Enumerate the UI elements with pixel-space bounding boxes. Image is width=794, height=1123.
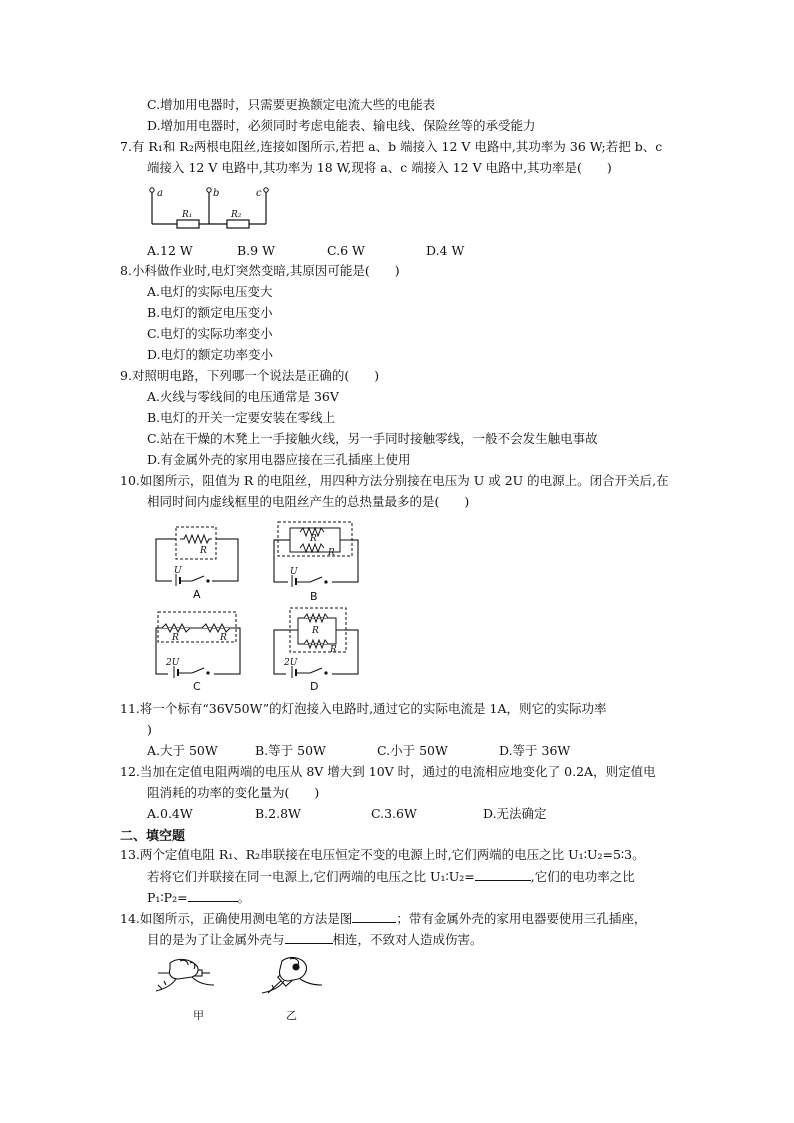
q7-r2-label: R₂ [231,210,242,220]
q14-figure-yi-hand-tester [256,955,326,999]
q14-figure-label-jia: 甲 [193,1009,204,1022]
q10-label-d: D [310,680,319,693]
q13-line2-text-a: 若将它们并联接在同一电源上,它们两端的电压之比 U₁∶U₂= [147,869,475,884]
q10-circuit-c [152,608,244,676]
q10d-r-label-bottom: R [330,645,337,655]
q7-option-d: D.4 W [426,243,465,258]
q7-option-b: B.9 W [237,243,275,258]
q10b-u-label: U [290,567,298,577]
q11-stem-line1: 11.将一个标有“36V50W”的灯泡接入电路时,通过它的实际电流是 1A，则它的实际功率 [120,701,607,716]
q13-line2-text-b: ,它们的电功率之比 [530,869,635,884]
q14-stem-line1 [120,909,646,928]
q7-option-a: A.12 W [147,243,193,258]
q14-figure-jia-hand-tester [150,955,220,999]
q9-option-c: C.站在干燥的木凳上一手接触火线，另一手同时接触零线，一般不会发生触电事故 [147,431,598,446]
q13-line3-text-a: P₁∶P₂= [147,890,188,905]
q13-stem-line2 [147,867,635,886]
q10b-r-label-bottom: R [328,548,335,558]
q8-stem: 8.小科做作业时,电灯突然变暗,其原因可能是( ) [120,263,400,278]
q9-option-b: B.电灯的开关一定要安装在零线上 [147,410,336,425]
q12-stem-line1: 12.当加在定值电阻两端的电压从 8V 增大到 10V 时，通过的电流相应地变化了 0.2A，则定值电 [120,764,656,779]
q7-circuit-figure [140,180,280,232]
q7-option-c: C.6 W [327,243,365,258]
q10-circuit-a [152,521,244,585]
q8-option-d: D.电灯的额定功率变小 [147,347,274,362]
q7-stem-line1: 7.有 R₁和 R₂两根电阻丝,连接如图所示,若把 a、b 端接入 12 V 电路中,其功率为 36 W;若把 b、c [120,139,663,154]
q11-stem-line2: ) [147,722,152,737]
q11-option-c: C.小于 50W [377,743,448,758]
q12-option-a: A.0.4W [147,806,193,821]
q10d-r-label-top: R [312,626,319,636]
q7-terminal-a: a [157,188,163,199]
q14-line1-text-a: 14.如图所示，正确使用测电笔的方法是图 [120,911,353,926]
q10a-r-label: R [200,546,207,556]
q8-option-c: C.电灯的实际功率变小 [147,326,273,341]
section-heading-fill-in: 二、填空题 [120,829,186,844]
q10-label-a: A [193,588,201,601]
q10-circuit-b [270,518,362,586]
q10-label-c: C [193,680,201,693]
q10-stem-line2: 相同时间内虚线框里的电阻丝产生的总热量最多的是( ) [147,494,470,509]
q10-circuit-d [270,606,362,676]
q14-blank-figure[interactable] [352,909,396,923]
q14-line2-text-b: 相连，不致对人造成伤害。 [332,932,483,947]
q12-option-c: C.3.6W [371,806,417,821]
q10b-r-label-top: R [310,534,317,544]
q13-line3-text-b: 。 [237,890,251,905]
q10c-r-label-left: R [172,633,179,643]
q12-option-d: D.无法确定 [483,806,547,821]
q13-stem-line1: 13.两个定值电阻 R₁、R₂串联接在电压恒定不变的电源上时,它们两端的电压之比 U₁∶U₂=5∶3。 [120,847,645,862]
q7-r1-label: R₁ [182,210,193,220]
q13-blank-power-ratio[interactable] [188,888,238,902]
q13-blank-voltage-ratio[interactable] [475,867,531,881]
q9-option-a: A.火线与零线间的电压通常是 36V [147,389,339,404]
q14-line1-text-b: ；带有金属外壳的家用电器要使用三孔插座， [396,911,647,926]
q11-option-d: D.等于 36W [499,743,571,758]
q10-stem-line1: 10.如图所示，阻值为 R 的电阻丝，用四种方法分别接在电压为 U 或 2U 的电源上。闭合开关后,在 [120,473,669,488]
q14-figure-label-yi: 乙 [286,1009,297,1022]
q14-line2-text-a: 目的是为了让金属外壳与 [147,932,285,947]
q8-option-b: B.电灯的额定电压变小 [147,305,273,320]
q11-option-b: B.等于 50W [255,743,326,758]
q6-option-d: D.增加用电器时，必须同时考虑电能表、输电线、保险丝等的承受能力 [147,118,536,133]
q11-option-a: A.大于 50W [147,743,218,758]
q7-terminal-b: b [213,188,220,199]
q10c-u-label: 2U [166,658,180,668]
q10-label-b: B [310,590,318,603]
q14-blank-connection[interactable] [285,930,333,944]
q12-option-b: B.2.8W [255,806,301,821]
q9-stem: 9.对照明电路，下列哪一个说法是正确的( ) [120,368,380,383]
q14-stem-line2 [147,930,483,949]
q9-option-d: D.有金属外壳的家用电器应接在三孔插座上使用 [147,452,411,467]
q7-stem-line2: 端接入 12 V 电路中,其功率为 18 W,现将 a、c 端接入 12 V 电路中,其功率是( ) [147,160,612,175]
q13-stem-line3 [147,888,250,907]
q8-option-a: A.电灯的实际电压变大 [147,284,273,299]
q7-terminal-c: c [256,188,262,199]
q12-stem-line2: 阻消耗的功率的变化量为( ) [147,785,320,800]
q6-option-c: C.增加用电器时，只需要更换额定电流大些的电能表 [147,97,436,112]
q10d-u-label: 2U [284,658,298,668]
q10a-u-label: U [174,566,182,576]
q10c-r-label-right: R [220,633,227,643]
